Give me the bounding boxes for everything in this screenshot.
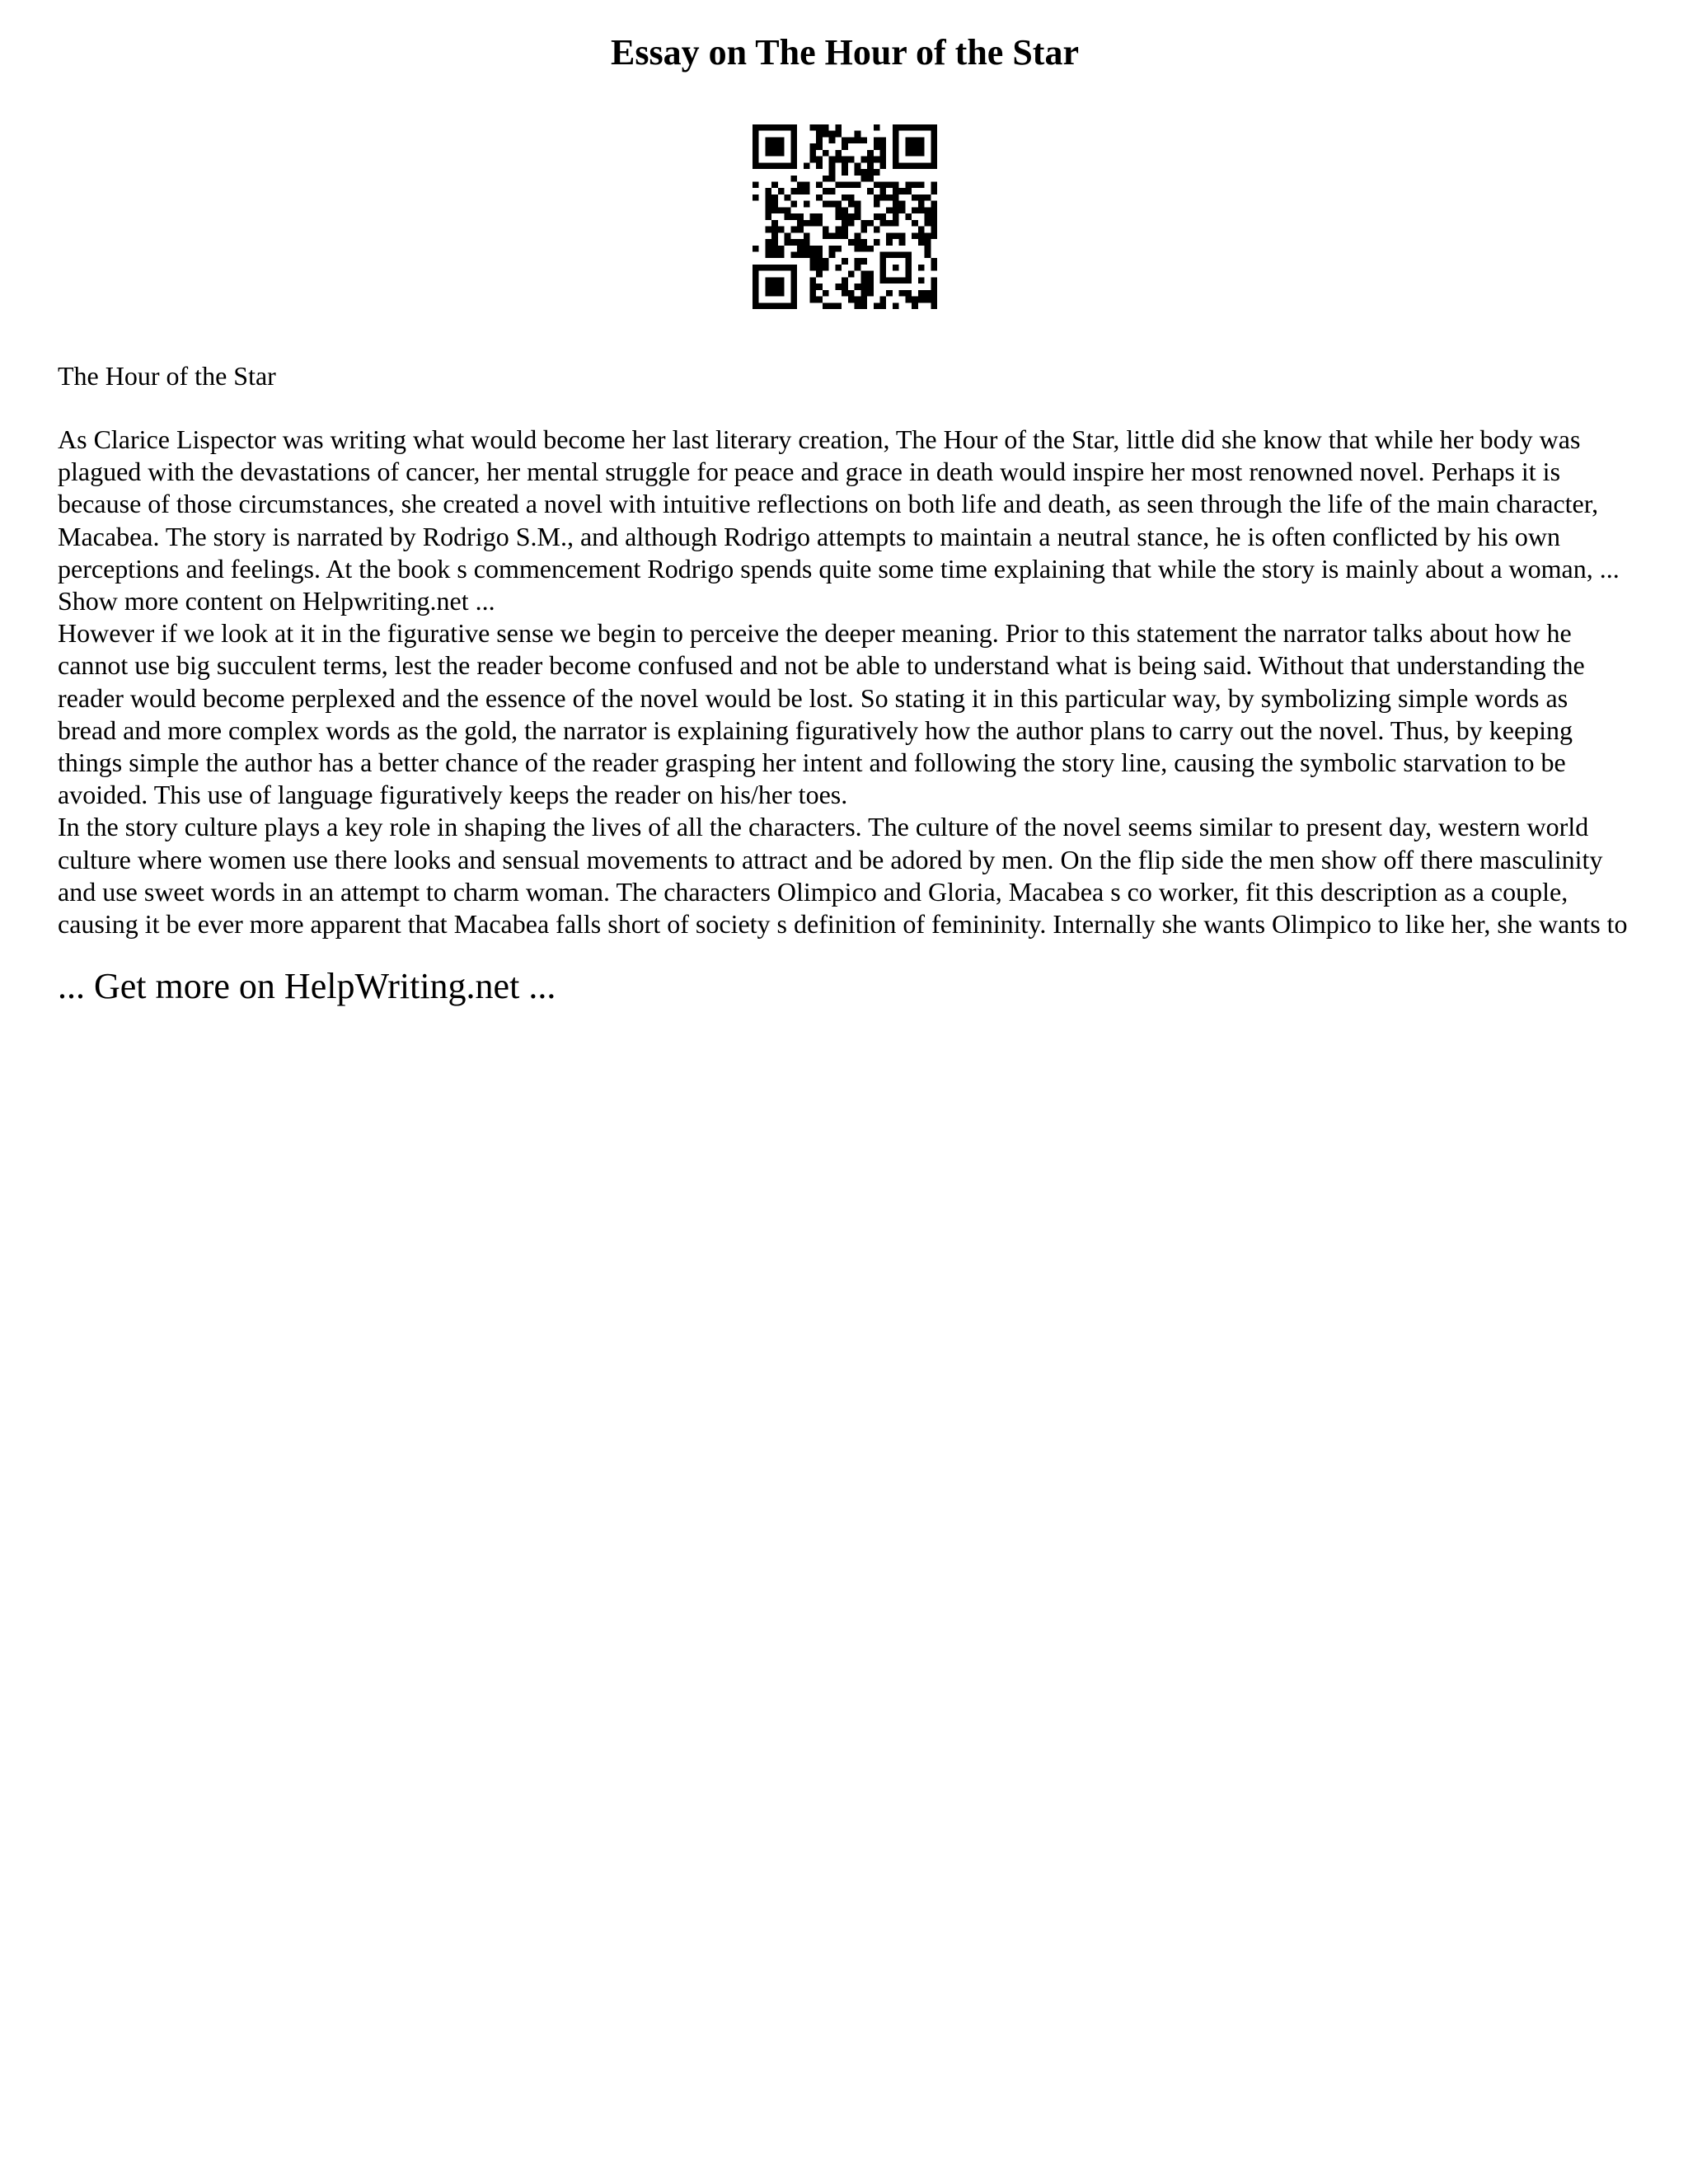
essay-paragraph-2: However if we look at it in the figurative sense we begin to perceive the deeper meaning. Prior to this statement the narrator talks about how he cannot use big succulent terms, lest the reader become confused and not be able to understand what is being said. Without that understanding the reader would become perplexed and the essence of the novel would be lost. So stating it in this particular way, by symbolizing simple words as bread and more complex words as the gold, the narrator is explaining figuratively how the author plans to carry out the novel. Thus, by keeping things simple the author has a better chance of the reader grasping her intent and following the story line, causing the symbolic starvation to be avoided. This use of language figuratively keeps the reader on his/her toes. (58, 618, 1585, 810)
document-page (58, 0, 1632, 1010)
get-more-link[interactable]: ... Get more on HelpWriting.net ... (58, 966, 556, 1007)
essay-paragraph-3: In the story culture plays a key role in shaping the lives of all the characters. The culture of the novel seems similar to present day, western world culture where women use there looks and sensual movements to attract and be adored by men. On the flip side the men show off there masculinity and use sweet words in an attempt to charm woman. The characters Olimpico and Gloria, Macabea s co worker, fit this description as a couple, causing it be ever more apparent that Macabea falls short of society s definition of femininity. Internally she wants Olimpico to like her, she wants to (58, 812, 1628, 940)
qr-code-container (58, 124, 1632, 309)
qr-code-icon[interactable] (753, 124, 937, 309)
essay-body (58, 424, 1632, 940)
essay-paragraph-1: As Clarice Lispector was writing what would become her last literary creation, The Hour of the Star, little did she know that while her body was plagued with the devastations of cancer, her mental struggle for peace and grace in death would inspire her most renowned novel. Perhaps it is because of those circumstances, she created a novel with intuitive reflections on both life and death, as seen through the life of the main character, Macabea. The story is narrated by Rodrigo S.M., and although Rodrigo attempts to maintain a neutral stance, he is often conflicted by his own perceptions and feelings. At the book s commencement Rodrigo spends quite some time explaining that while the story is mainly about a woman, ... Show more content on Helpwriting.net ... (58, 424, 1620, 616)
essay-subtitle: The Hour of the Star (58, 361, 276, 391)
page-title: Essay on The Hour of the Star (610, 32, 1079, 73)
